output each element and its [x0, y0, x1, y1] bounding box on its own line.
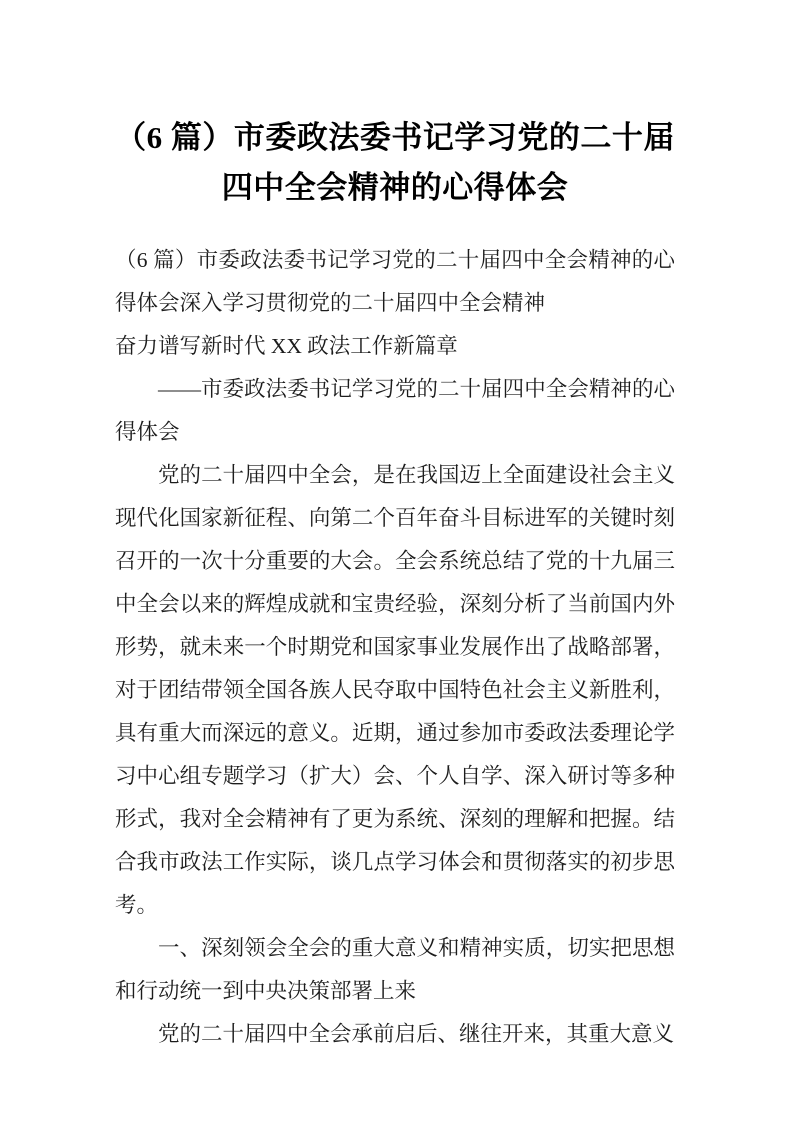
document-title: （6 篇）市委政法委书记学习党的二十届四中全会精神的心得体会 — [115, 120, 675, 205]
paragraph-slogan: 奋力谱写新时代 XX 政法工作新篇章 — [115, 334, 458, 358]
paragraph-byline: ——市委政法委书记学习党的二十届四中全会精神的心得体会 — [115, 377, 675, 444]
paragraph-intro: 党的二十届四中全会，是在我国迈上全面建设社会主义现代化国家新征程、向第二个百年奋斗目标进军的关键时刻召开的一次十分重要的大会。全会系统总结了党的十九届三中全会以来的辉煌成就和宝贵经验，深刻分析了当前国内外形势，就未来一个时期党和国家事业发展作出了战略部署，对于团结带领全国各族人民夺取中国特色社会主义新胜利，具有重大而深远的意义。近期，通过参加市委政法委理论学习中心组专题学习（扩大）会、个人自学、深入研讨等多种形式，我对全会精神有了更为系统、深刻的理解和把握。结合我市政法工作实际，谈几点学习体会和贯彻落实的初步思考。 — [115, 463, 675, 917]
paragraph-section-1-opening: 党的二十届四中全会承前启后、继往开来，其重大意义 — [158, 1022, 675, 1046]
document-body — [115, 239, 675, 1056]
paragraph-subtitle-full: （6 篇）市委政法委书记学习党的二十届四中全会精神的心得体会深入学习贯彻党的二十届四中全会精神 — [115, 248, 675, 315]
paragraph-section-heading-1: 一、深刻领会全会的重大意义和精神实质，切实把思想和行动统一到中央决策部署上来 — [115, 936, 675, 1003]
